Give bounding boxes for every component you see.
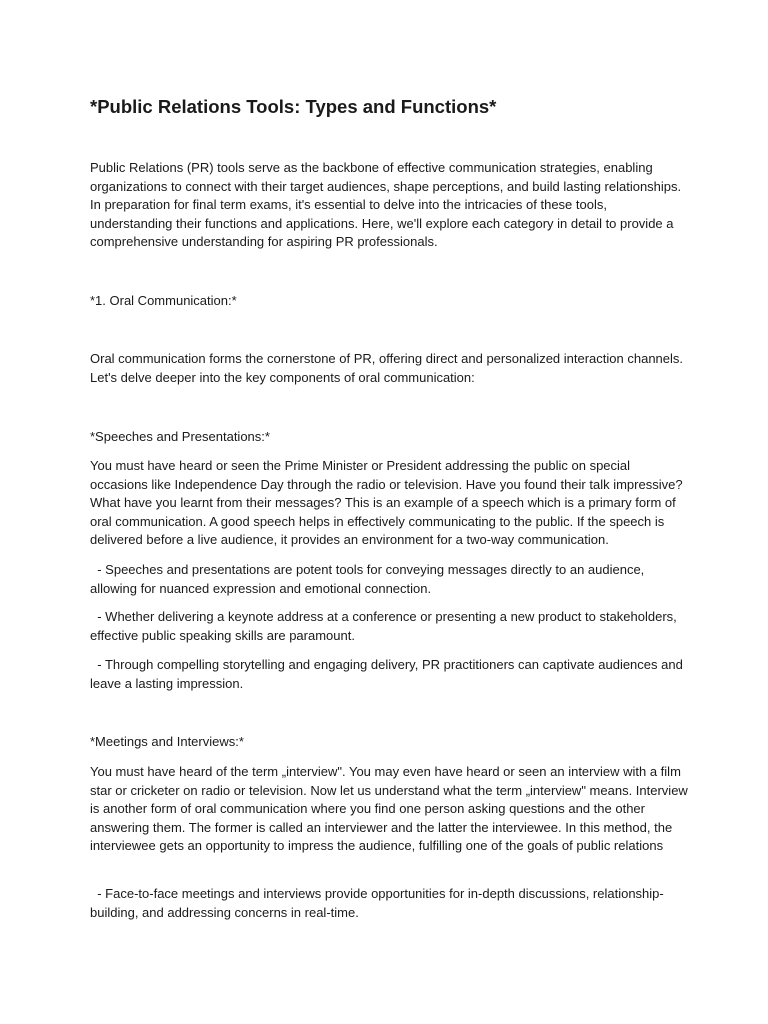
speeches-bullet-1: - Speeches and presentations are potent tools for conveying messages directly to an audience, allowing for nuanced expression and emotional connection. [90, 562, 645, 596]
section-heading-oral-communication: *1. Oral Communication:* [90, 293, 237, 308]
speeches-bullet-2: - Whether delivering a keynote address at a conference or presenting a new product to stakeholders, effective public speaking skills are paramount. [90, 609, 677, 643]
speeches-paragraph: You must have heard or seen the Prime Minister or President addressing the public on special occasions like Independence Day through the radio or television. Have you found their talk impressive? What have you learnt from their messages? This is an example of a speech which is a primary form of oral communication. A good speech helps in effectively communicating to the public. If the speech is delivered before a live audience, it provides an environment for a two-way communication. [90, 458, 683, 548]
page-title: *Public Relations Tools: Types and Functions* [90, 96, 497, 117]
speeches-bullet-3: - Through compelling storytelling and engaging delivery, PR practitioners can captivate audiences and leave a lasting impression. [90, 657, 683, 691]
oral-communication-intro: Oral communication forms the cornerstone of PR, offering direct and personalized interaction channels. Let's delve deeper into the key components of oral communication: [90, 351, 684, 385]
meetings-paragraph: You must have heard of the term „interview". You may even have heard or seen an interview with a film star or cricketer on radio or television. Now let us understand what the term „interview" means. Interview is another form of oral communication where you find one person asking questions and the other answering them. The former is called an interviewer and the latter the interviewee. In this method, the interviewee gets an opportunity to impress the audience, fulfilling one of the goals of public relations [90, 764, 688, 854]
intro-paragraph: Public Relations (PR) tools serve as the backbone of effective communication strategies, enabling organizations to connect with their target audiences, shape perceptions, and build lasting relationships. In preparation for final term exams, it's essential to delve into the intricacies of these tools, understanding their functions and applications. Here, we'll explore each category in detail to provide a comprehensive understanding for aspiring PR professionals. [90, 160, 682, 250]
subheading-speeches: *Speeches and Presentations:* [90, 429, 270, 444]
meetings-bullet-1: - Face-to-face meetings and interviews provide opportunities for in-depth discussions, relationship-building, and addressing concerns in real-time. [90, 886, 664, 920]
subheading-meetings: *Meetings and Interviews:* [90, 734, 244, 749]
